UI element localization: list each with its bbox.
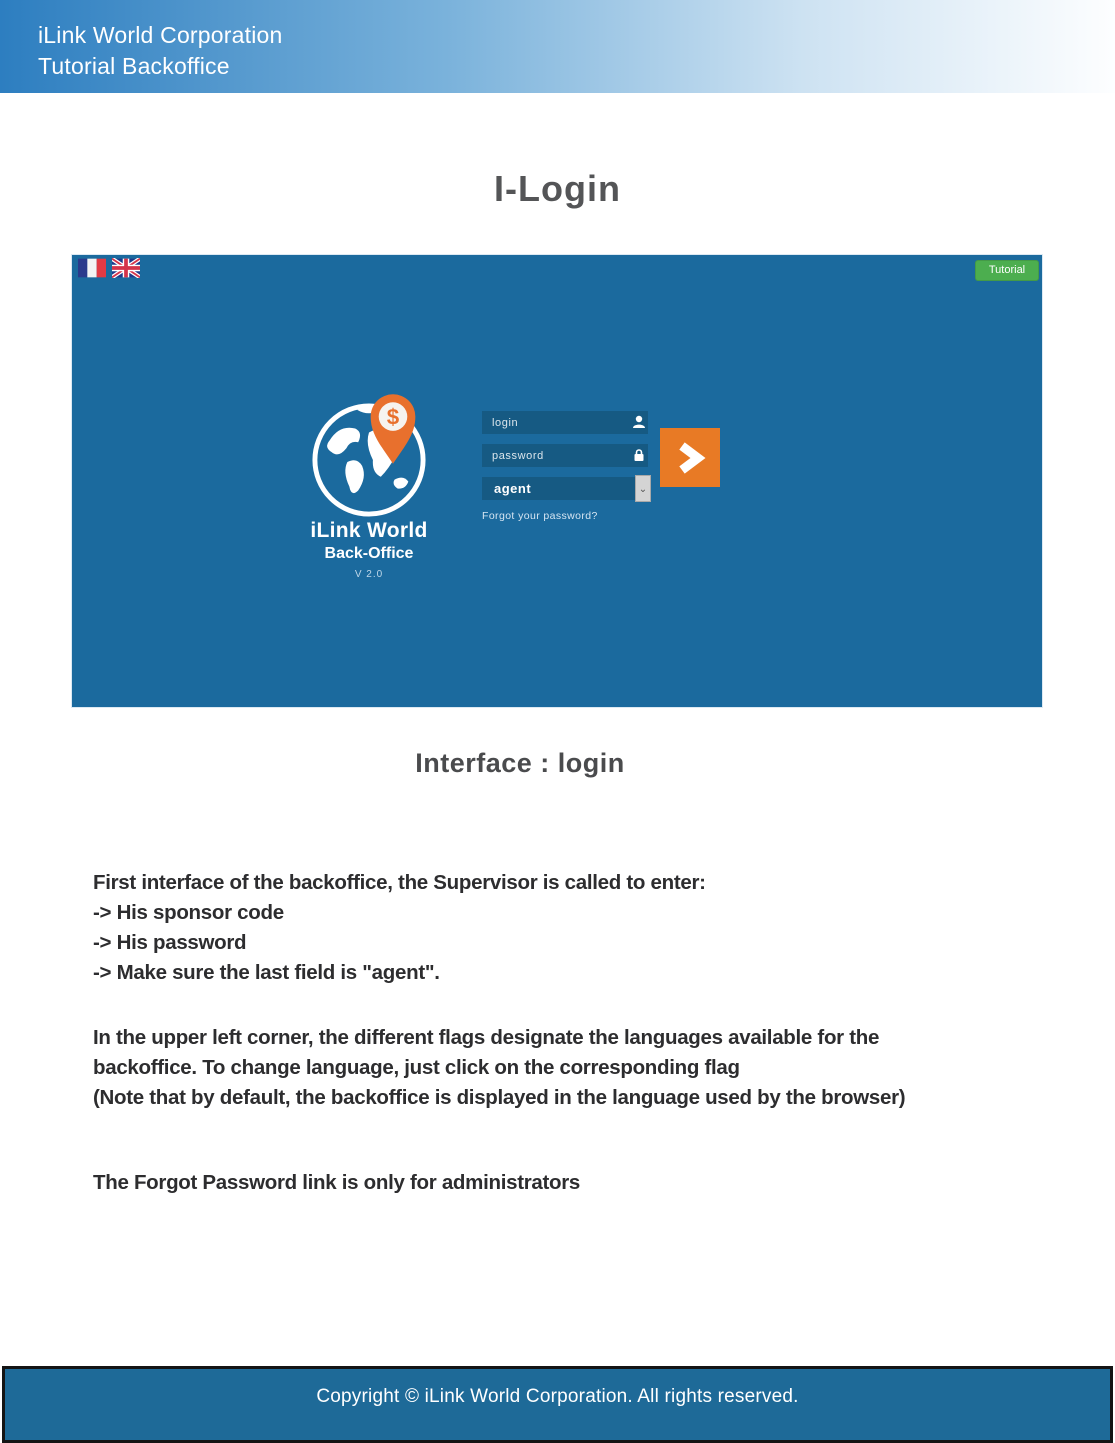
paragraph-line: backoffice. To change language, just click on the corresponding flag <box>93 1056 740 1079</box>
paragraph-line: -> His password <box>93 931 247 954</box>
brand-version: V 2.0 <box>354 569 384 580</box>
header-bar <box>0 0 1115 93</box>
role-select[interactable]: agent <box>482 477 648 500</box>
dollar-pin-icon <box>365 393 421 465</box>
login-submit-button[interactable] <box>660 428 720 487</box>
brand-subtitle: Back-Office <box>324 545 414 562</box>
brand-name: iLink World <box>310 519 428 542</box>
paragraph-instructions <box>93 868 706 988</box>
footer-bar <box>2 1366 1113 1443</box>
paragraph-line: First interface of the backoffice, the Supervisor is called to enter: <box>93 871 706 894</box>
svg-text:$: $ <box>386 404 400 430</box>
tutorial-button[interactable]: Tutorial <box>975 260 1039 281</box>
user-icon <box>632 415 646 429</box>
paragraph-line: -> Make sure the last field is "agent". <box>93 961 440 984</box>
lock-icon <box>632 448 646 462</box>
page-title: I-Login <box>494 168 621 209</box>
french-flag-icon[interactable] <box>78 258 106 278</box>
header-doc-name: Tutorial Backoffice <box>38 53 230 79</box>
login-screenshot <box>72 255 1042 707</box>
uk-flag-icon[interactable] <box>112 258 140 278</box>
paragraph-line: In the upper left corner, the different flags designate the languages available for the <box>93 1026 880 1049</box>
chevron-right-icon <box>674 441 706 475</box>
login-input[interactable] <box>482 411 648 434</box>
password-input[interactable] <box>482 444 648 467</box>
paragraph-line: -> His sponsor code <box>93 901 284 924</box>
brand-block <box>279 519 459 580</box>
header-company-name: iLink World Corporation <box>38 22 283 48</box>
screenshot-caption: Interface : login <box>415 748 625 778</box>
paragraph-languages <box>93 1023 905 1113</box>
chevron-down-icon[interactable]: ⌄ <box>635 475 651 502</box>
forgot-password-link[interactable]: Forgot your password? <box>482 510 598 522</box>
paragraph-forgot-password: The Forgot Password link is only for administrators <box>93 1171 581 1194</box>
copyright-text: Copyright © iLink World Corporation. All rights reserved. <box>316 1386 799 1407</box>
paragraph-line: (Note that by default, the backoffice is displayed in the language used by the browser) <box>93 1086 906 1109</box>
